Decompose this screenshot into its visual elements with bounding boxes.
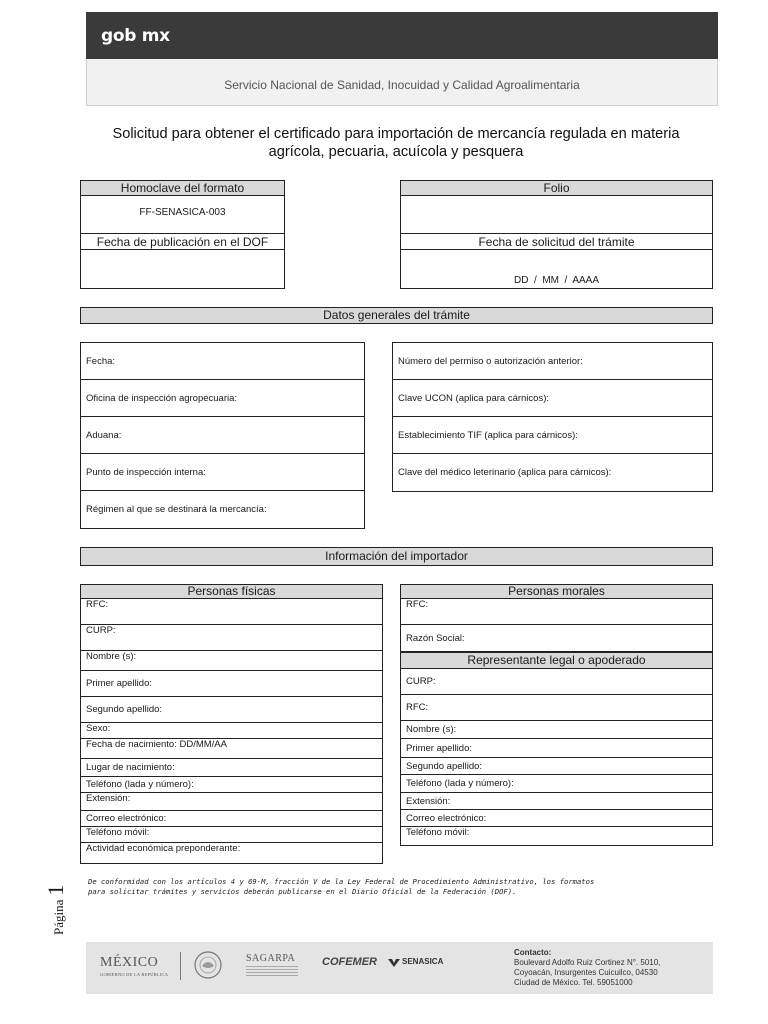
rep-telefono[interactable]: Teléfono (lada y número):: [401, 775, 712, 793]
form-title-line-2: agrícola, pecuaria, acuícola y pesquera: [268, 144, 524, 160]
contact-line-3: Ciudad de México. Tel. 59051000: [514, 978, 633, 987]
agency-name: Servicio Nacional de Sanidad, Inocuidad y Calidad Agroalimentaria: [224, 78, 580, 92]
rep-segundo-apellido[interactable]: Segundo apellido:: [401, 758, 712, 775]
fisicas-curp[interactable]: CURP:: [81, 625, 382, 651]
publication-date-field[interactable]: [81, 251, 284, 288]
folio-field[interactable]: [401, 197, 712, 232]
publication-date-label: Fecha de publicación en el DOF: [80, 233, 285, 250]
cofemer-logo-text: COFEMER: [322, 956, 377, 968]
footer-divider: [180, 952, 181, 980]
field-regimen[interactable]: Régimen al que se destinará la mercancía:: [86, 504, 267, 515]
datos-generales-header: Datos generales del trámite: [80, 307, 713, 324]
fisicas-fecha-nacimiento[interactable]: Fecha de nacimiento: DD/MM/AA: [81, 739, 382, 759]
fisicas-segundo-apellido[interactable]: Segundo apellido:: [81, 697, 382, 723]
personas-fisicas-header: Personas físicas: [80, 584, 383, 599]
personas-fisicas-fields: [80, 598, 383, 864]
gobierno-republica-text: GOBIERNO DE LA REPÚBLICA: [100, 972, 169, 977]
field-numero-permiso[interactable]: Número del permiso o autorización anterior:: [393, 343, 712, 380]
rep-rfc[interactable]: RFC:: [401, 695, 712, 721]
senasica-logo-text: SENASICA: [402, 957, 444, 966]
legal-note-line-1: De conformidad con los artículos 4 y 69-M, fracción V de la Ley Federal de Procedimiento Administrativo, los formatos: [88, 877, 595, 886]
rep-primer-apellido[interactable]: Primer apellido:: [401, 739, 712, 758]
senasica-logo-icon: [387, 956, 401, 968]
page-word: Página: [51, 899, 66, 935]
gobmx-logo: gob mx: [101, 26, 170, 46]
importador-header: Información del importador: [80, 547, 713, 566]
field-establecimiento-tif[interactable]: Establecimiento TIF (aplica para cárnicos):: [393, 417, 712, 454]
field-aduana[interactable]: Aduana:: [81, 417, 364, 454]
mexico-logo-text: MÉXICO: [100, 955, 159, 970]
datos-generales-right: [392, 342, 713, 492]
form-title-line-1: Solicitud para obtener el certificado para importación de mercancía regulada en materia: [112, 126, 680, 142]
sagarpa-logo-text: SAGARPA: [246, 953, 296, 964]
field-punto-inspeccion[interactable]: Punto de inspección interna:: [81, 454, 364, 491]
rep-curp[interactable]: CURP:: [401, 669, 712, 695]
fisicas-telefono-movil[interactable]: Teléfono móvil:: [81, 827, 382, 843]
field-clave-medico[interactable]: Clave del médico leterinario (aplica para cárnicos):: [398, 467, 612, 478]
homoclave-header: Homoclave del formato: [80, 180, 285, 196]
request-date-label: Fecha de solicitud del trámite: [400, 233, 713, 250]
folio-header: Folio: [400, 180, 713, 196]
request-date-format[interactable]: DD / MM / AAAA: [513, 275, 599, 286]
personas-morales-fields: [400, 598, 713, 652]
header-bar: [86, 12, 718, 59]
rep-extension[interactable]: Extensión:: [401, 793, 712, 810]
page-number: [40, 870, 72, 935]
fisicas-extension[interactable]: Extensión:: [81, 793, 382, 811]
rep-telefono-movil[interactable]: Teléfono móvil:: [406, 827, 470, 838]
contact-title: Contacto:: [514, 948, 552, 957]
fisicas-nombre[interactable]: Nombre (s):: [81, 651, 382, 671]
contact-line-1: Boulevard Adolfo Ruiz Cortinez N°. 5010,: [514, 958, 661, 967]
fisicas-rfc[interactable]: RFC:: [81, 599, 382, 625]
representante-fields: [400, 668, 713, 846]
contact-line-2: Coyoacán, Insurgentes Cuicuilco, 04530: [514, 968, 658, 977]
homoclave-value: FF-SENASICA-003: [139, 207, 226, 218]
coat-of-arms-icon: [190, 950, 226, 980]
footer-contact: [514, 948, 710, 988]
legal-note-line-2: para solicitar trámites y servicios deberán publicarse en el Diario Oficial de la Federación (DOF).: [88, 887, 517, 896]
fisicas-telefono[interactable]: Teléfono (lada y número):: [81, 777, 382, 793]
fisicas-lugar-nacimiento[interactable]: Lugar de nacimiento:: [81, 759, 382, 777]
sagarpa-subtext-lines: [246, 966, 298, 976]
morales-rfc[interactable]: RFC:: [401, 599, 712, 625]
rep-correo[interactable]: Correo electrónico:: [401, 810, 712, 827]
field-fecha[interactable]: Fecha:: [81, 343, 364, 380]
representante-header: Representante legal o apoderado: [400, 652, 713, 669]
field-clave-ucon[interactable]: Clave UCON (aplica para cárnicos):: [393, 380, 712, 417]
fisicas-actividad-economica[interactable]: Actividad económica preponderante:: [86, 843, 241, 854]
personas-morales-header: Personas morales: [400, 584, 713, 599]
form-title: [86, 125, 706, 161]
fisicas-primer-apellido[interactable]: Primer apellido:: [81, 671, 382, 697]
field-oficina-inspeccion[interactable]: Oficina de inspección agropecuaria:: [81, 380, 364, 417]
fisicas-sexo[interactable]: Sexo:: [81, 723, 382, 739]
rep-nombre[interactable]: Nombre (s):: [401, 721, 712, 739]
datos-generales-left: [80, 342, 365, 529]
legal-note: [88, 877, 713, 897]
fisicas-correo[interactable]: Correo electrónico:: [81, 811, 382, 827]
morales-razon-social[interactable]: Razón Social:: [406, 632, 465, 644]
page-digit: 1: [43, 884, 68, 896]
